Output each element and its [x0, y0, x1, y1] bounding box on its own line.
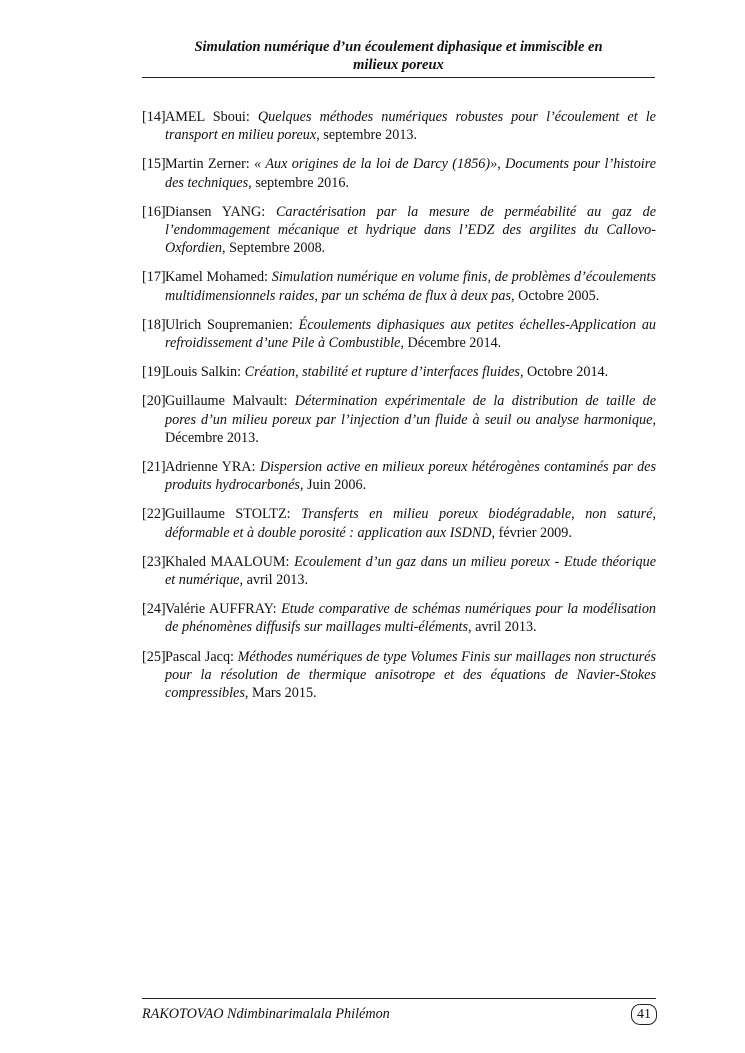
- reference-date: , septembre 2016.: [248, 174, 350, 191]
- reference-author: Guillaume STOLTZ:: [165, 506, 291, 523]
- reference-number: [18]: [142, 316, 166, 333]
- reference-author: Ulrich Soupremanien:: [165, 316, 293, 333]
- reference-number: [20]: [142, 393, 166, 410]
- reference-title: Méthodes numériques de type Volumes Finis sur maillages non structurés pour la résolution de thermique anisotrope et des équations de Navier-Stokes compressibles: [165, 648, 656, 702]
- reference-author: Kamel Mohamed:: [165, 269, 268, 286]
- reference-title: Dispersion active en milieux poreux hétérogènes contaminés par des produits hydrocarbonés: [165, 459, 656, 494]
- reference-title: Écoulements diphasiques aux petites échelles-Application au refroidissement d’une Pile à Combustible: [165, 316, 657, 352]
- reference-number: [15]: [142, 156, 166, 173]
- bibliography-list: [142, 108, 656, 713]
- reference-number: [22]: [142, 506, 166, 523]
- reference-author: Martin Zerner:: [165, 156, 250, 173]
- reference-item: [142, 600, 656, 636]
- reference-item: [142, 316, 656, 352]
- reference-title: Simulation numérique en volume finis, de problèmes d’écoulements multidimensionnels raides, par un schéma de flux à deux pas: [165, 269, 656, 304]
- reference-date: , Mars 2015.: [244, 685, 317, 702]
- reference-number: [19]: [142, 364, 166, 381]
- reference-date: , Décembre 2014.: [400, 335, 502, 352]
- reference-date: , avril 2013.: [468, 619, 537, 636]
- reference-author: Pascal Jacq:: [165, 648, 234, 665]
- reference-author: Valérie AUFFRAY:: [165, 601, 277, 618]
- reference-date: , Juin 2006.: [299, 477, 367, 494]
- reference-date: , Octobre 2014.: [519, 364, 609, 381]
- reference-title: Transferts en milieu poreux biodégradable, non saturé, déformable et à double porosité : application aux ISDND: [165, 506, 657, 541]
- reference-number: [17]: [142, 269, 166, 286]
- reference-item: [142, 268, 656, 304]
- reference-date: , Septembre 2008.: [222, 240, 326, 257]
- footer-divider: [142, 998, 656, 999]
- reference-title: Détermination expérimentale de la distribution de taille de pores d’un milieu poreux par l’injection d’un fluide à seuil ou analyse harmonique: [165, 393, 656, 428]
- reference-item: [142, 363, 656, 381]
- page-number: 41: [631, 1004, 657, 1025]
- reference-item: [142, 648, 656, 703]
- reference-number: [23]: [142, 553, 166, 570]
- reference-title: Quelques méthodes numériques robustes pour l’écoulement et le transport en milieu poreux: [165, 109, 656, 144]
- reference-author: Louis Salkin:: [165, 364, 242, 381]
- footer-author: RAKOTOVAO Ndimbinarimalala Philémon: [142, 1006, 390, 1022]
- reference-author: Adrienne YRA:: [165, 459, 256, 476]
- reference-author: Khaled MAALOUM:: [165, 553, 290, 570]
- reference-date: , avril 2013.: [239, 572, 309, 589]
- reference-item: [142, 108, 656, 144]
- reference-date: , septembre 2013.: [316, 127, 418, 144]
- reference-item: [142, 505, 656, 541]
- reference-title: Création, stabilité et rupture d’interfaces fluides: [244, 364, 520, 381]
- reference-number: [16]: [142, 203, 166, 220]
- reference-author: AMEL Sboui:: [165, 109, 250, 125]
- reference-number: [21]: [142, 459, 166, 476]
- reference-author: Guillaume Malvault:: [165, 393, 288, 410]
- reference-author: Diansen YANG:: [165, 203, 266, 220]
- reference-date: , Décembre 2013.: [165, 411, 656, 446]
- reference-title: Caractérisation par la mesure de perméabilité au gaz de l’endommagement mécanique et hydrique dans l’EDZ des argilites du Callovo-Oxfordien: [165, 203, 656, 257]
- reference-item: [142, 392, 656, 447]
- reference-number: [25]: [142, 648, 166, 665]
- reference-number: [14]: [142, 109, 166, 125]
- reference-date: , Octobre 2005.: [510, 287, 600, 304]
- reference-item: [142, 553, 656, 589]
- reference-title: Ecoulement d’un gaz dans un milieu poreux - Etude théorique et numérique: [165, 553, 657, 589]
- header-title-line-2: milieux poreux: [353, 57, 444, 73]
- header-title-line-1: Simulation numérique d’un écoulement diphasique et immiscible en: [194, 39, 603, 55]
- reference-item: [142, 203, 656, 258]
- reference-title: Etude comparative de schémas numériques pour la modélisation de phénomènes diffusifs sur maillages multi-éléments: [165, 601, 657, 636]
- reference-title: « Aux origines de la loi de Darcy (1856)», Documents pour l’histoire des techniques: [165, 156, 657, 191]
- reference-number: [24]: [142, 601, 166, 618]
- reference-date: , février 2009.: [491, 524, 572, 541]
- reference-item: [142, 155, 656, 191]
- reference-item: [142, 458, 656, 494]
- running-header: [142, 38, 655, 78]
